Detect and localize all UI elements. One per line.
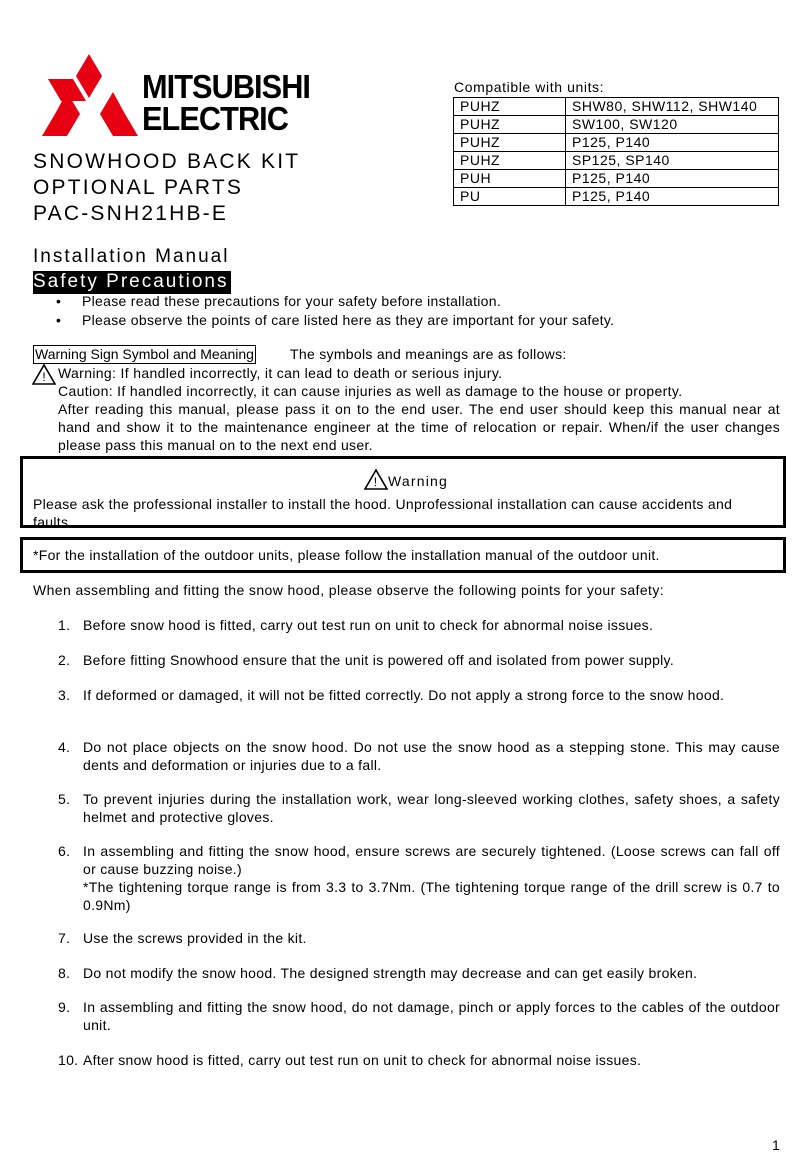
table-row xyxy=(454,188,779,206)
warning-box-text: Please ask the professional installer to install the hood. Unprofessional installation can cause accidents and faults. xyxy=(33,496,733,530)
list-item xyxy=(58,738,780,774)
item-text: If deformed or damaged, it will not be fitted correctly. Do not apply a strong force to the snow hood. xyxy=(83,687,725,703)
compatible-units-table xyxy=(453,97,779,206)
bullet-text: Please read these precautions for your safety before installation. xyxy=(82,293,502,309)
safety-intro: When assembling and fitting the snow hood, please observe the following points for your safety: xyxy=(33,582,665,598)
item-text: Before fitting Snowhood ensure that the unit is powered off and isolated from power supply. xyxy=(83,652,675,668)
table-cell: PUHZ xyxy=(454,134,566,152)
safety-precautions-heading: Safety Precautions xyxy=(33,271,231,294)
item-number: 8. xyxy=(58,965,71,981)
mitsubishi-logo xyxy=(42,54,332,136)
caution-meaning: Caution: If handled incorrectly, it can cause injuries as well as damage to the house or property. xyxy=(58,383,683,399)
list-item xyxy=(58,651,780,669)
bullet-text: Please observe the points of care listed here as they are important for your safety. xyxy=(82,312,615,328)
table-cell: PUHZ xyxy=(454,116,566,134)
list-item xyxy=(58,616,780,634)
list-item xyxy=(58,842,780,914)
item-number: 2. xyxy=(58,652,71,668)
list-item xyxy=(58,1051,780,1069)
logo-line-1: MITSUBISHI xyxy=(142,68,311,105)
list-item xyxy=(56,312,614,328)
table-cell: PUH xyxy=(454,170,566,188)
item-number: 9. xyxy=(58,999,71,1015)
title-line-1: SNOWHOOD BACK KIT xyxy=(33,150,301,173)
svg-text:!: ! xyxy=(42,370,46,384)
torque-note: *The tightening torque range is from 3.3 to 3.7Nm. (The tightening torque range of the drill screw is 0.7 to 0.9Nm) xyxy=(83,879,780,913)
three-diamonds-icon xyxy=(42,54,138,136)
item-text: In assembling and fitting the snow hood, ensure screws are securely tightened. (Loose screws can fall off or cause buzzing noise.) xyxy=(83,843,780,877)
note-box-text: *For the installation of the outdoor units, please follow the installation manual of the outdoor unit. xyxy=(33,547,660,563)
warning-box-heading xyxy=(23,469,789,490)
note-box xyxy=(20,537,786,573)
after-reading-text: After reading this manual, please pass it on to the end user. The end user should keep this manual near at hand and show it to the maintenance engineer at the time of relocation or repair. When/if the user changes please pass this manual on to the next end user. xyxy=(58,401,780,453)
title-model: PAC-SNH21HB-E xyxy=(33,202,229,225)
table-row xyxy=(454,170,779,188)
item-text: In assembling and fitting the snow hood, do not damage, pinch or apply forces to the cables of the outdoor unit. xyxy=(83,999,780,1033)
list-item xyxy=(56,293,501,309)
warning-triangle-icon xyxy=(32,364,56,385)
page-number: 1 xyxy=(772,1137,780,1153)
table-cell: PU xyxy=(454,188,566,206)
table-cell: PUHZ xyxy=(454,98,566,116)
table-row xyxy=(454,116,779,134)
list-item xyxy=(58,929,780,947)
item-text: Use the screws provided in the kit. xyxy=(83,930,307,946)
table-cell: SHW80, SHW112, SHW140 xyxy=(566,98,779,116)
item-number: 4. xyxy=(58,739,71,755)
warning-meaning: Warning: If handled incorrectly, it can lead to death or serious injury. xyxy=(58,365,503,381)
list-item xyxy=(58,998,780,1034)
list-item xyxy=(58,686,780,704)
warning-sign-label: Warning Sign Symbol and Meaning xyxy=(35,346,254,362)
table-row xyxy=(454,134,779,152)
item-number: 6. xyxy=(58,843,71,859)
bullet-icon: • xyxy=(56,293,62,309)
table-cell: P125, P140 xyxy=(566,170,779,188)
logo-line-2: ELECTRIC xyxy=(142,100,289,137)
table-cell: P125, P140 xyxy=(566,188,779,206)
installation-manual-heading: Installation Manual xyxy=(33,246,230,267)
item-number: 10. xyxy=(58,1052,79,1068)
item-number: 1. xyxy=(58,617,71,633)
item-number: 3. xyxy=(58,687,71,703)
table-cell: P125, P140 xyxy=(566,134,779,152)
item-text: Do not modify the snow hood. The designed strength may decrease and can get easily broken. xyxy=(83,965,698,981)
item-number: 5. xyxy=(58,791,71,807)
warning-triangle-icon xyxy=(364,469,388,490)
table-cell: SW100, SW120 xyxy=(566,116,779,134)
list-item xyxy=(58,964,780,982)
list-item xyxy=(58,790,780,826)
table-cell: SP125, SP140 xyxy=(566,152,779,170)
bullet-icon: • xyxy=(56,312,62,328)
item-text: To prevent injuries during the installation work, wear long-sleeved working clothes, safety shoes, a safety helmet and protective gloves. xyxy=(83,791,780,825)
item-text: Before snow hood is fitted, carry out test run on unit to check for abnormal noise issues. xyxy=(83,617,654,633)
title-line-2: OPTIONAL PARTS xyxy=(33,176,244,199)
table-cell: PUHZ xyxy=(454,152,566,170)
symbols-intro: The symbols and meanings are as follows: xyxy=(290,346,567,362)
warning-box xyxy=(20,456,786,528)
item-text: Do not place objects on the snow hood. Do not use the snow hood as a stepping stone. This may cause dents and deformation or injuries due to a fall. xyxy=(83,739,780,773)
table-row xyxy=(454,152,779,170)
compatible-label: Compatible with units: xyxy=(454,79,605,95)
item-text: After snow hood is fitted, carry out test run on unit to check for abnormal noise issues. xyxy=(83,1052,642,1068)
item-number: 7. xyxy=(58,930,71,946)
table-row xyxy=(454,98,779,116)
svg-text:!: ! xyxy=(373,475,379,489)
warning-box-title: Warning xyxy=(387,473,448,489)
